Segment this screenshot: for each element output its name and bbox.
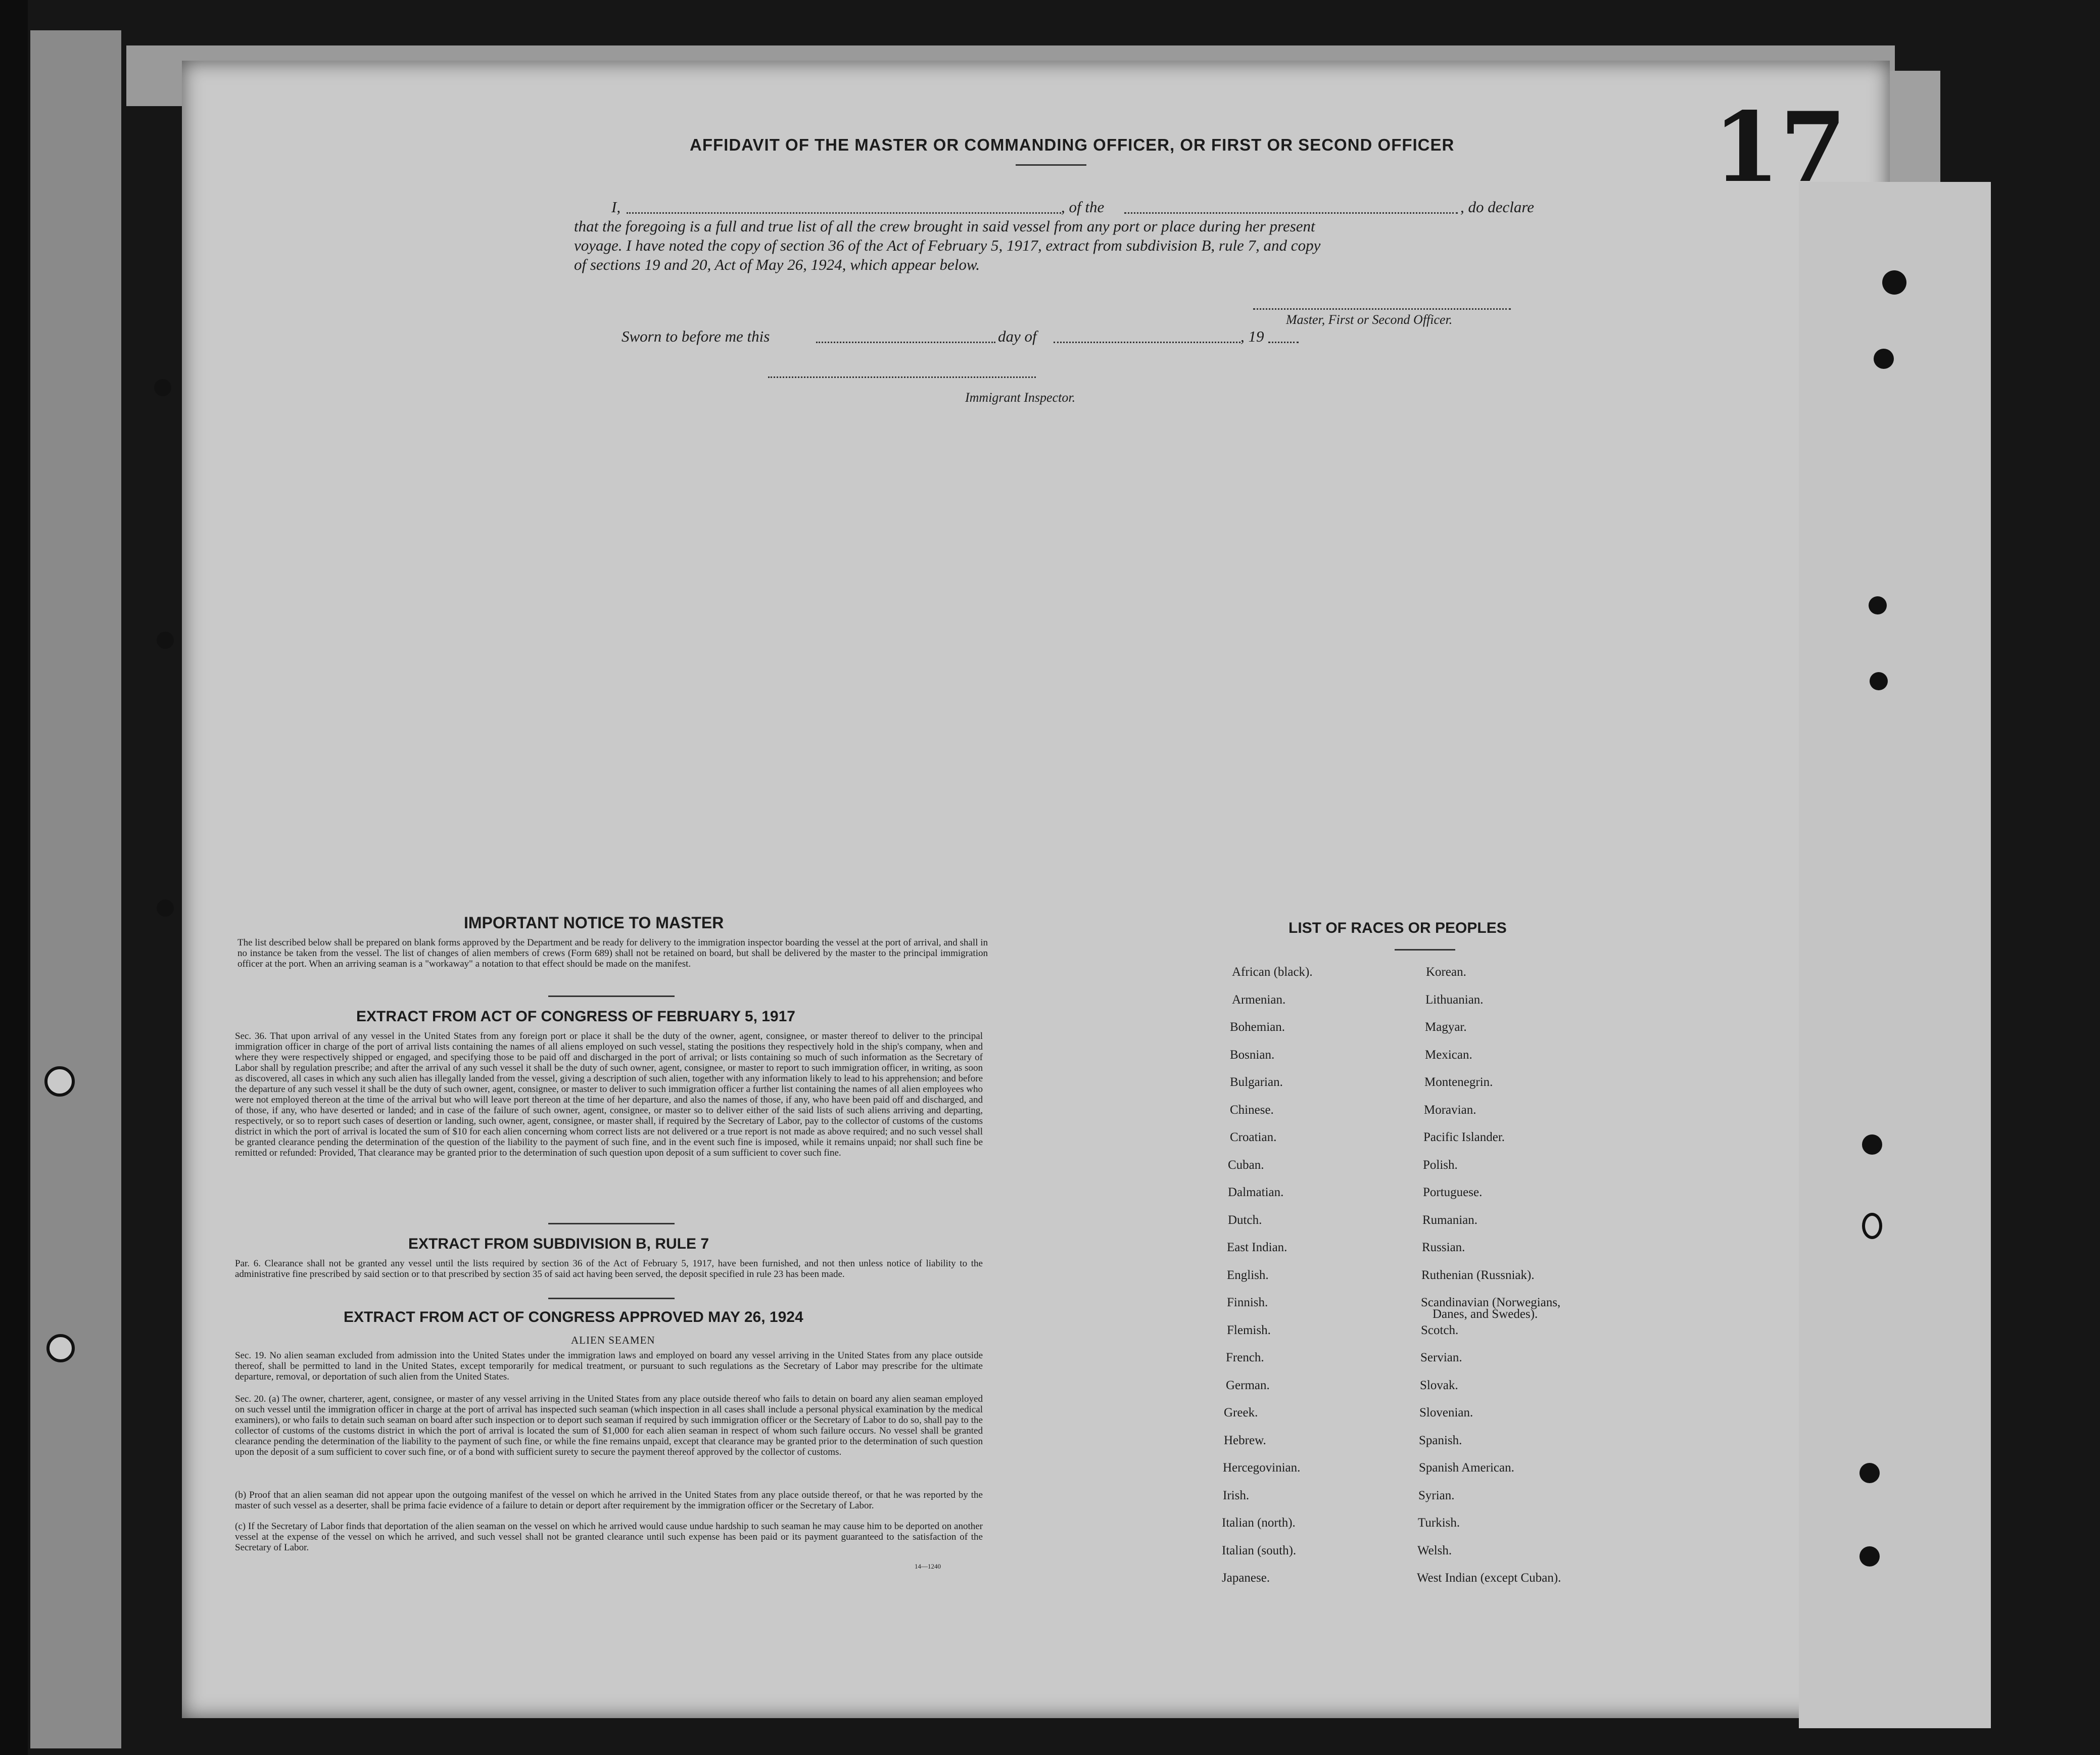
year-label: , 19 [1240,327,1264,345]
inspector-signature-field[interactable] [768,376,1036,378]
punch-hole [1882,270,1906,295]
sec-20c-body: (c) If the Secretary of Labor finds that deportation of the alien seaman on the vessel on which he arrived would cause undue hardship to such seaman he may cause him to be deported on another vessel at the expense of the vessel on which he arrived, and such vessel shall not be granted clearance until such expense has been paid or its payment guaranteed to the satisfaction of the Secretary of Labor. [235,1521,983,1553]
affidavit-line-4: of sections 19 and 20, Act of May 26, 1924, which appear below. [574,256,980,273]
punch-hole [1870,672,1888,690]
notice-title: IMPORTANT NOTICE TO MASTER [464,914,724,932]
race-list-item: Hebrew. [1224,1434,1266,1447]
do-declare-label: , do declare [1460,198,1535,216]
declarant-prefix: I, [611,198,621,216]
race-list-item: East Indian. [1227,1241,1287,1254]
binder-ring [46,1334,75,1362]
race-list-item: African (black). [1232,965,1313,979]
binder-ring [1862,1213,1882,1239]
race-list-item: Mexican. [1425,1048,1472,1062]
of-the-label: , of the [1061,198,1105,216]
race-list-item: Dutch. [1228,1213,1262,1227]
race-list-item: Slovenian. [1419,1406,1473,1419]
race-list-item: Moravian. [1424,1103,1476,1117]
binder-ring [44,1066,75,1097]
race-list-item: Irish. [1223,1489,1250,1502]
race-list-item: Italian (north). [1222,1516,1296,1530]
extract-1917-title: EXTRACT FROM ACT OF CONGRESS OF FEBRUARY 5, 1917 [356,1008,795,1025]
race-list-item: Flemish. [1227,1323,1271,1337]
race-scandinavian-continued: Danes, and Swedes). [1433,1307,1538,1321]
race-list-item: Spanish. [1419,1434,1462,1447]
race-list-item: Portuguese. [1423,1185,1483,1199]
race-list-item: Spanish American. [1419,1461,1514,1475]
race-list-item: Bosnian. [1230,1048,1275,1062]
binder-strip [0,0,28,1755]
master-signature-label: Master, First or Second Officer. [1286,312,1453,327]
race-list-item: French. [1226,1351,1264,1364]
race-list-item: Scandinavian (Norwegians, [1421,1296,1561,1309]
race-list-item: Korean. [1426,965,1466,979]
race-list-item: Greek. [1224,1406,1258,1419]
subdivision-b-body: Par. 6. Clearance shall not be granted any vessel until the lists required by section 36 of the Act of February 5, 1917, have been furnished, and not then unless notice of liability to the administrative fine prescribed by said section or to that prescribed by section 35 of said act having been served, the deposit specified in rule 23 has been made. [235,1258,983,1279]
race-list-item: Dalmatian. [1228,1185,1284,1199]
punch-hole [157,632,174,649]
race-list-item: Welsh. [1417,1544,1452,1557]
race-list-item: Lithuanian. [1425,993,1484,1007]
page-number: 17 [1713,91,1847,204]
vessel-name-field[interactable] [1124,212,1458,214]
document-page [182,61,1890,1718]
sec-20a-body: Sec. 20. (a) The owner, charterer, agent, consignee, or master of any vessel arriving in the United States from any place outside thereof who fails to detain on board any alien seaman employed on such vessel until the immigration officer in charge at the port of arrival has inspected such seaman (which inspection in all cases shall include a personal physical examination by the medical examiners), or who fails to detain such seaman on board after such inspection or to deport such seaman if required by such immigration officer or the Secretary of Labor to do so, shall pay to the collector of customs of the customs district in which the port of arrival is located the sum of $1,000 for each alien seaman in respect of whom such failure occurs. No vessel shall be granted clearance pending the determination of the liability to the payment of such fine, or while the fine remains unpaid, except that clearance may be granted prior to the determination of such question upon the deposit of a sum sufficient to cover such fine, or of a bond with sufficient surety to secure the payment thereof approved by the collector of customs. [235,1394,983,1457]
punch-hole [1874,349,1894,369]
races-title: LIST OF RACES OR PEOPLES [1288,920,1507,936]
sec-20b-body: (b) Proof that an alien seaman did not appear upon the outgoing manifest of the vessel on which he arrived in the United States from any place outside thereof, or that he was reported by the master of such vessel as a deserter, shall be prima facie evidence of a failure to detain or deport after requirement by the immigration officer or the Secretary of Labor. [235,1490,983,1511]
section-rule [548,1298,675,1299]
master-signature-field[interactable] [1253,308,1511,310]
alien-seamen-subtitle: ALIEN SEAMEN [571,1334,655,1346]
punch-hole [1859,1463,1880,1483]
sec-19-body: Sec. 19. No alien seaman excluded from admission into the United States under the immigration laws and employed on board any vessel arriving in the United States from any place outside thereof, shall be permitted to land in the United States, except temporarily for medical treatment, or pursuant to such regulations as the Secretary of Labor may prescribe for the ultimate departure, removal, or deportation of such alien from the United States. [235,1350,983,1382]
race-list-item: Armenian. [1232,993,1286,1007]
race-list-item: Bulgarian. [1230,1075,1283,1089]
sworn-day-field[interactable] [816,342,995,343]
race-list-item: Turkish. [1418,1516,1460,1530]
race-list-item: Rumanian. [1422,1213,1478,1227]
punch-hole [157,899,174,917]
underlying-right-sheet [1799,182,1991,1728]
affidavit-title: AFFIDAVIT OF THE MASTER OR COMMANDING OFFICER, OR FIRST OR SECOND OFFICER [690,135,1455,154]
extract-1917-body: Sec. 36. That upon arrival of any vessel in the United States from any foreign port or place it shall be the duty of the owner, agent, consignee, or master thereof to deliver to the principal immigration officer in charge of the port of arrival lists containing the names of all aliens employed on such vessel, stating the positions they respectively hold in the ship's company, when and where they were respectively shipped or engaged, and specifying those to be paid off and discharged in the port of arrival; or lists containing so much of such information as the Secretary of Labor shall by regulation prescribe; and after the arrival of any such vessel it shall be the duty of such owner, agent, consignee, or master to report to such immigration officer, in writing, as soon as discovered, all cases in which any such alien has illegally landed from the vessel, giving a description of such alien, together with any information likely to lead to his apprehension; and before the departure of any such vessel it shall be the duty of such owner, agent, consignee, or master to deliver to such immigration officer a further list containing the names of all alien employees who were not employed thereon at the time of the arrival but who will leave port thereon at the time of her departure, and also the names of those, if any, who have been paid off and discharged, and of those, if any, who have deserted or landed; and in case of the failure of such owner, agent, consignee, or master so to deliver either of the said lists of such aliens arriving and departing, respectively, or so to report such cases of desertion or landing, such owner, agent, consignee, or master shall, if required by the Secretary of Labor, pay to the collector of customs of the customs district in which the port of arrival is located the sum of $10 for each alien concerning whom correct lists are not delivered or a true report is not made as above required; and no such vessel shall be granted clearance pending the determination of the question of the liability to the payment of such fine, and in the event such fine is imposed, while it remains unpaid; nor shall such fine be remitted or refunded: Provided, That clearance may be granted prior to the determination of such question upon deposit of a sum sufficient to cover such fine. [235,1031,983,1158]
punch-hole [1869,596,1887,614]
race-list-item: German. [1226,1379,1270,1392]
sworn-label: Sworn to before me this [622,327,770,345]
race-list-item: Magyar. [1425,1020,1467,1034]
race-list-item: Cuban. [1228,1158,1264,1172]
race-list-item: Scotch. [1421,1323,1459,1337]
race-list-item: Ruthenian (Russniak). [1421,1268,1535,1282]
race-list-item: Pacific Islander. [1423,1130,1505,1144]
race-list-item: Chinese. [1230,1103,1274,1117]
race-list-item: Croatian. [1230,1130,1277,1144]
sworn-year-field[interactable] [1268,342,1299,343]
form-number: 14—1240 [915,1562,941,1570]
inspector-label: Immigrant Inspector. [965,390,1076,405]
punch-hole [1862,1134,1882,1155]
race-list-item: Japanese. [1222,1571,1270,1585]
race-list-item: Russian. [1422,1241,1465,1254]
races-rule [1395,949,1455,951]
race-list-item: Montenegrin. [1424,1075,1493,1089]
punch-hole [1859,1546,1880,1567]
race-list-item: West Indian (except Cuban). [1417,1571,1561,1585]
race-list-item: English. [1227,1268,1269,1282]
section-rule [548,1223,675,1224]
race-list-item: Polish. [1423,1158,1458,1172]
affidavit-line-2: that the foregoing is a full and true list of all the crew brought in said vessel from any port or place during her present [574,217,1315,235]
race-list-item: Slovak. [1420,1379,1458,1392]
race-list-item: Servian. [1420,1351,1462,1364]
punch-hole [154,379,171,396]
title-rule [1016,164,1086,166]
section-rule [548,995,675,997]
race-list-item: Syrian. [1418,1489,1455,1502]
notice-body: The list described below shall be prepared on blank forms approved by the Department and be ready for delivery to the immigration inspector boarding the vessel at the port of arrival, and shall in no instance be taken from the vessel. The list of changes of alien members of crews (Form 689) shall not be retained on board, but shall be delivered by the master to the principal immigration officer at the port. When an arriving seaman is a "workaway" a notation to that effect should be made on the manifest. [237,937,988,969]
affidavit-line-3: voyage. I have noted the copy of section 36 of the Act of February 5, 1917, extract from subdivision B, rule 7, and copy [574,236,1321,254]
day-of-label: day of [998,327,1037,345]
subdivision-b-title: EXTRACT FROM SUBDIVISION B, RULE 7 [408,1236,709,1252]
race-list-item: Bohemian. [1230,1020,1285,1034]
race-list-item: Hercegovinian. [1223,1461,1301,1475]
race-list-item: Italian (south). [1222,1544,1297,1557]
race-list-item: Finnish. [1227,1296,1268,1309]
background-sheet-left [30,30,121,1748]
declarant-name-field[interactable] [627,212,1061,214]
extract-1924-title: EXTRACT FROM ACT OF CONGRESS APPROVED MAY 26, 1924 [344,1309,803,1325]
sworn-month-field[interactable] [1054,342,1240,343]
